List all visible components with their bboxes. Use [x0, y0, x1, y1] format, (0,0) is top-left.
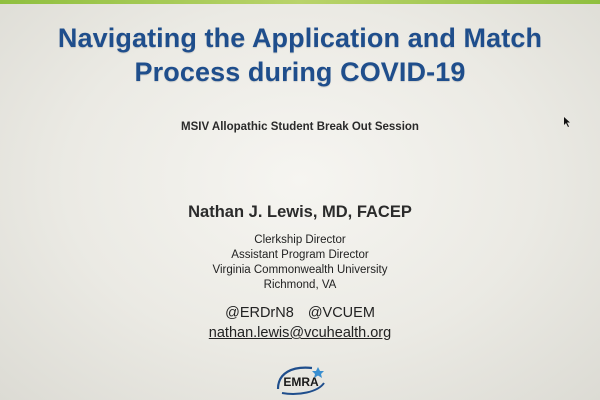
email-link[interactable]: nathan.lewis@vcuhealth.org [208, 325, 392, 341]
affiliation-line: Richmond, VA [263, 279, 337, 291]
emra-logo-text: EMRA [283, 375, 319, 389]
affiliation-line: Assistant Program Director [231, 249, 369, 261]
slide-title [0, 21, 600, 89]
session-subtitle: MSIV Allopathic Student Break Out Session [181, 121, 419, 133]
email-line [0, 325, 600, 341]
title-line-1: Navigating the Application and Match [57, 23, 543, 53]
presenter-affiliation [0, 233, 600, 293]
affiliation-line: Clerkship Director [254, 234, 346, 246]
title-line-2: Process during COVID-19 [134, 57, 466, 87]
mouse-cursor-icon [564, 114, 572, 124]
emra-logo-icon [272, 363, 330, 397]
top-accent-band [0, 0, 600, 4]
affiliation-line: Virginia Commonwealth University [212, 264, 388, 276]
social-handles: @ERDrN8 @VCUEM [225, 305, 375, 321]
presenter-name: Nathan J. Lewis, MD, FACEP [188, 203, 412, 221]
emra-logo [272, 363, 330, 397]
